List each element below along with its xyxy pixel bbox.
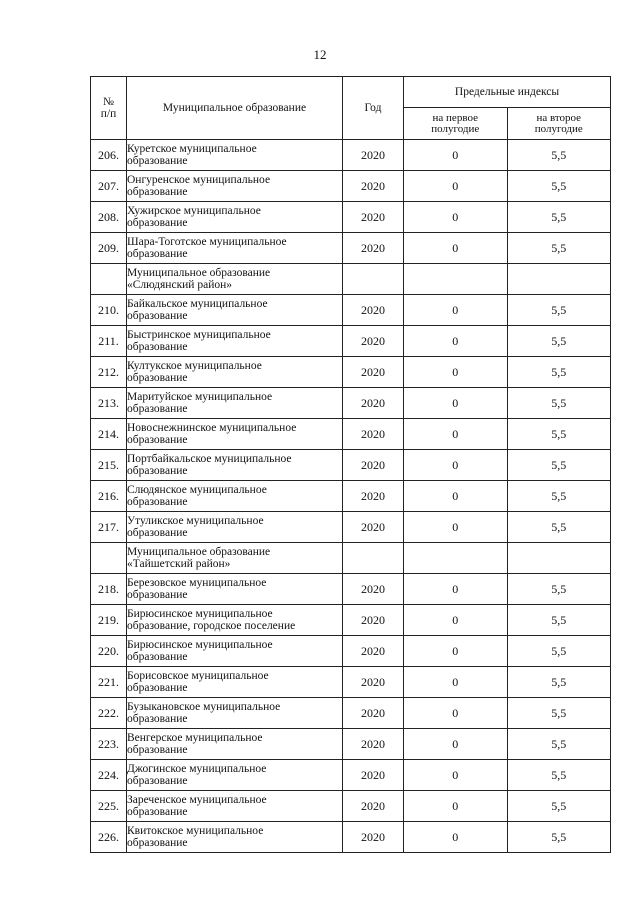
- municipality-name-line1: Портбайкальское муниципальное: [127, 453, 292, 465]
- table-row: [91, 791, 611, 822]
- section-title-line2: «Тайшетский район»: [127, 558, 231, 570]
- row-second-half-index: 5,5: [507, 326, 611, 357]
- municipality-name: [127, 605, 343, 636]
- row-second-half-index: 5,5: [507, 760, 611, 791]
- row-number: 213.: [91, 388, 127, 419]
- table-row: [91, 698, 611, 729]
- table-row: [91, 388, 611, 419]
- row-first-half-index: 0: [404, 140, 508, 171]
- municipality-name-line2: образование: [127, 155, 188, 167]
- row-number: 209.: [91, 233, 127, 264]
- municipality-name: [127, 574, 343, 605]
- municipality-name: [127, 326, 343, 357]
- row-first-half-index: 0: [404, 729, 508, 760]
- table-row: [91, 574, 611, 605]
- municipality-name: [127, 667, 343, 698]
- municipality-name-line2: образование: [127, 465, 188, 477]
- municipality-name: [127, 202, 343, 233]
- row-year: 2020: [343, 326, 404, 357]
- header-limit-indices: Предельные индексы: [404, 77, 611, 108]
- municipality-name: [127, 171, 343, 202]
- row-second-half-index: 5,5: [507, 357, 611, 388]
- table-row: [91, 512, 611, 543]
- table-row: [91, 419, 611, 450]
- municipality-name: [127, 822, 343, 853]
- municipality-name-line1: Березовское муниципальное: [127, 577, 267, 589]
- row-first-half-index: 0: [404, 326, 508, 357]
- municipality-name-line2: образование: [127, 775, 188, 787]
- municipality-name-line2: образование: [127, 248, 188, 260]
- table-row: [91, 667, 611, 698]
- municipality-name: [127, 698, 343, 729]
- row-number: 206.: [91, 140, 127, 171]
- header-year: Год: [343, 77, 404, 140]
- municipality-name-line1: Бирюсинское муниципальное: [127, 639, 273, 651]
- municipality-name-line1: Новоснежнинское муниципальное: [127, 422, 297, 434]
- municipality-name-line1: Шара-Тоготское муниципальное: [127, 236, 287, 248]
- row-second-half-index: 5,5: [507, 667, 611, 698]
- municipality-name-line1: Куретское муниципальное: [127, 143, 257, 155]
- municipality-name: [127, 636, 343, 667]
- municipality-name: [127, 140, 343, 171]
- row-number: 208.: [91, 202, 127, 233]
- row-second-half-index: 5,5: [507, 698, 611, 729]
- municipality-name: [127, 729, 343, 760]
- row-number: 207.: [91, 171, 127, 202]
- row-first-half-index: 0: [404, 171, 508, 202]
- row-number: 226.: [91, 822, 127, 853]
- municipality-name-line1: Бирюсинское муниципальное: [127, 608, 273, 620]
- municipality-name-line1: Квитокское муниципальное: [127, 825, 264, 837]
- section-first-half-cell: [404, 264, 508, 295]
- row-number: 218.: [91, 574, 127, 605]
- row-year: 2020: [343, 791, 404, 822]
- municipality-name-line1: Утуликское муниципальное: [127, 515, 264, 527]
- municipality-name-line2: образование: [127, 372, 188, 384]
- section-title-line2: «Слюдянский район»: [127, 279, 232, 291]
- row-year: 2020: [343, 450, 404, 481]
- municipality-name: [127, 481, 343, 512]
- header-number-symbol: №: [103, 96, 114, 108]
- row-first-half-index: 0: [404, 667, 508, 698]
- municipality-name-line2: образование: [127, 434, 188, 446]
- row-number: 215.: [91, 450, 127, 481]
- section-second-half-cell: [507, 264, 611, 295]
- row-year: 2020: [343, 605, 404, 636]
- table-row: [91, 822, 611, 853]
- row-second-half-index: 5,5: [507, 574, 611, 605]
- municipality-name-line2: образование: [127, 527, 188, 539]
- municipality-name-line1: Борисовское муниципальное: [127, 670, 269, 682]
- table-header: [91, 77, 611, 140]
- section-title: [127, 543, 343, 574]
- table-row: [91, 140, 611, 171]
- municipality-name-line2: образование: [127, 310, 188, 322]
- row-second-half-index: 5,5: [507, 140, 611, 171]
- header-second-half-line1: на второе: [536, 111, 582, 124]
- municipality-name-line2: образование: [127, 589, 188, 601]
- row-year: 2020: [343, 171, 404, 202]
- municipality-name-line1: Слюдянское муниципальное: [127, 484, 267, 496]
- municipality-name-line2: образование: [127, 682, 188, 694]
- row-second-half-index: 5,5: [507, 791, 611, 822]
- municipality-name-line1: Бузыкановское муниципальное: [127, 701, 281, 713]
- row-year: 2020: [343, 822, 404, 853]
- row-number: 225.: [91, 791, 127, 822]
- row-second-half-index: 5,5: [507, 512, 611, 543]
- row-first-half-index: 0: [404, 202, 508, 233]
- header-first-half-line1: на первое: [432, 111, 478, 124]
- municipality-name-line1: Култукское муниципальное: [127, 360, 262, 372]
- section-title-line1: Муниципальное образование: [127, 546, 271, 558]
- table-row: [91, 450, 611, 481]
- row-year: 2020: [343, 202, 404, 233]
- table-row: [91, 729, 611, 760]
- municipality-name-line1: Онгуренское муниципальное: [127, 174, 271, 186]
- municipality-name-line1: Быстринское муниципальное: [127, 329, 271, 341]
- row-number: 211.: [91, 326, 127, 357]
- header-second-half: [507, 108, 611, 140]
- row-second-half-index: 5,5: [507, 636, 611, 667]
- row-second-half-index: 5,5: [507, 202, 611, 233]
- row-first-half-index: 0: [404, 760, 508, 791]
- section-first-half-cell: [404, 543, 508, 574]
- row-first-half-index: 0: [404, 791, 508, 822]
- row-number: 217.: [91, 512, 127, 543]
- row-second-half-index: 5,5: [507, 450, 611, 481]
- section-title: [127, 264, 343, 295]
- row-first-half-index: 0: [404, 450, 508, 481]
- municipality-name: [127, 512, 343, 543]
- municipality-name: [127, 419, 343, 450]
- municipality-name-line1: Хужирское муниципальное: [127, 205, 261, 217]
- row-first-half-index: 0: [404, 295, 508, 326]
- municipality-name-line2: образование: [127, 806, 188, 818]
- municipality-name-line1: Байкальское муниципальное: [127, 298, 268, 310]
- table-row: [91, 605, 611, 636]
- row-year: 2020: [343, 636, 404, 667]
- row-second-half-index: 5,5: [507, 729, 611, 760]
- municipality-name-line2: образование: [127, 713, 188, 725]
- row-number: 221.: [91, 667, 127, 698]
- row-first-half-index: 0: [404, 605, 508, 636]
- row-first-half-index: 0: [404, 822, 508, 853]
- row-year: 2020: [343, 388, 404, 419]
- row-first-half-index: 0: [404, 698, 508, 729]
- row-second-half-index: 5,5: [507, 481, 611, 512]
- row-second-half-index: 5,5: [507, 171, 611, 202]
- table-row: [91, 481, 611, 512]
- section-year-cell: [343, 543, 404, 574]
- municipality-name: [127, 450, 343, 481]
- table-row: [91, 295, 611, 326]
- row-year: 2020: [343, 357, 404, 388]
- row-number: 222.: [91, 698, 127, 729]
- header-first-half-line2: полугодие: [431, 122, 480, 135]
- section-row: [91, 264, 611, 295]
- section-row: [91, 543, 611, 574]
- section-title-line1: Муниципальное образование: [127, 267, 271, 279]
- row-second-half-index: 5,5: [507, 295, 611, 326]
- table-row: [91, 760, 611, 791]
- row-first-half-index: 0: [404, 388, 508, 419]
- municipality-name: [127, 760, 343, 791]
- row-second-half-index: 5,5: [507, 388, 611, 419]
- row-number: 219.: [91, 605, 127, 636]
- table-row: [91, 357, 611, 388]
- row-number: 210.: [91, 295, 127, 326]
- section-num-cell: [91, 543, 127, 574]
- section-num-cell: [91, 264, 127, 295]
- header-municipality: Муниципальное образование: [127, 77, 343, 140]
- row-year: 2020: [343, 295, 404, 326]
- table-row: [91, 233, 611, 264]
- municipality-name-line2: образование, городское поселение: [127, 620, 296, 632]
- municipality-name-line2: образование: [127, 651, 188, 663]
- row-second-half-index: 5,5: [507, 419, 611, 450]
- header-first-half: [404, 108, 508, 140]
- municipality-name-line2: образование: [127, 217, 188, 229]
- row-year: 2020: [343, 140, 404, 171]
- row-number: 223.: [91, 729, 127, 760]
- row-second-half-index: 5,5: [507, 233, 611, 264]
- municipality-name-line2: образование: [127, 403, 188, 415]
- row-year: 2020: [343, 233, 404, 264]
- row-number: 220.: [91, 636, 127, 667]
- row-number: 212.: [91, 357, 127, 388]
- row-year: 2020: [343, 729, 404, 760]
- row-year: 2020: [343, 760, 404, 791]
- row-year: 2020: [343, 481, 404, 512]
- municipality-name-line2: образование: [127, 341, 188, 353]
- municipality-name: [127, 791, 343, 822]
- row-number: 216.: [91, 481, 127, 512]
- municipality-name: [127, 357, 343, 388]
- page-number: 12: [313, 47, 327, 62]
- header-number: [91, 77, 127, 140]
- table-row: [91, 326, 611, 357]
- municipality-name-line2: образование: [127, 496, 188, 508]
- row-year: 2020: [343, 698, 404, 729]
- row-second-half-index: 5,5: [507, 605, 611, 636]
- municipality-name-line1: Венгерское муниципальное: [127, 732, 263, 744]
- section-year-cell: [343, 264, 404, 295]
- row-number: 224.: [91, 760, 127, 791]
- header-second-half-line2: полугодие: [534, 122, 583, 135]
- municipality-name-line2: образование: [127, 186, 188, 198]
- row-first-half-index: 0: [404, 574, 508, 605]
- municipality-name-line2: образование: [127, 744, 188, 756]
- row-first-half-index: 0: [404, 233, 508, 264]
- municipality-name-line1: Маритуйское муниципальное: [127, 391, 273, 403]
- limit-indices-table: [90, 76, 611, 853]
- row-number: 214.: [91, 419, 127, 450]
- municipality-name: [127, 233, 343, 264]
- row-year: 2020: [343, 512, 404, 543]
- table-row: [91, 636, 611, 667]
- row-year: 2020: [343, 667, 404, 698]
- row-first-half-index: 0: [404, 636, 508, 667]
- municipality-name: [127, 388, 343, 419]
- table-row: [91, 171, 611, 202]
- row-year: 2020: [343, 419, 404, 450]
- header-number-abbr: п/п: [100, 108, 117, 120]
- table-row: [91, 202, 611, 233]
- row-first-half-index: 0: [404, 481, 508, 512]
- row-first-half-index: 0: [404, 357, 508, 388]
- municipality-name-line2: образование: [127, 837, 188, 849]
- municipality-name: [127, 295, 343, 326]
- row-year: 2020: [343, 574, 404, 605]
- row-first-half-index: 0: [404, 512, 508, 543]
- section-second-half-cell: [507, 543, 611, 574]
- table-body: [91, 140, 611, 853]
- row-first-half-index: 0: [404, 419, 508, 450]
- row-second-half-index: 5,5: [507, 822, 611, 853]
- municipality-name-line1: Зареченское муниципальное: [127, 794, 267, 806]
- municipality-name-line1: Джогинское муниципальное: [127, 763, 267, 775]
